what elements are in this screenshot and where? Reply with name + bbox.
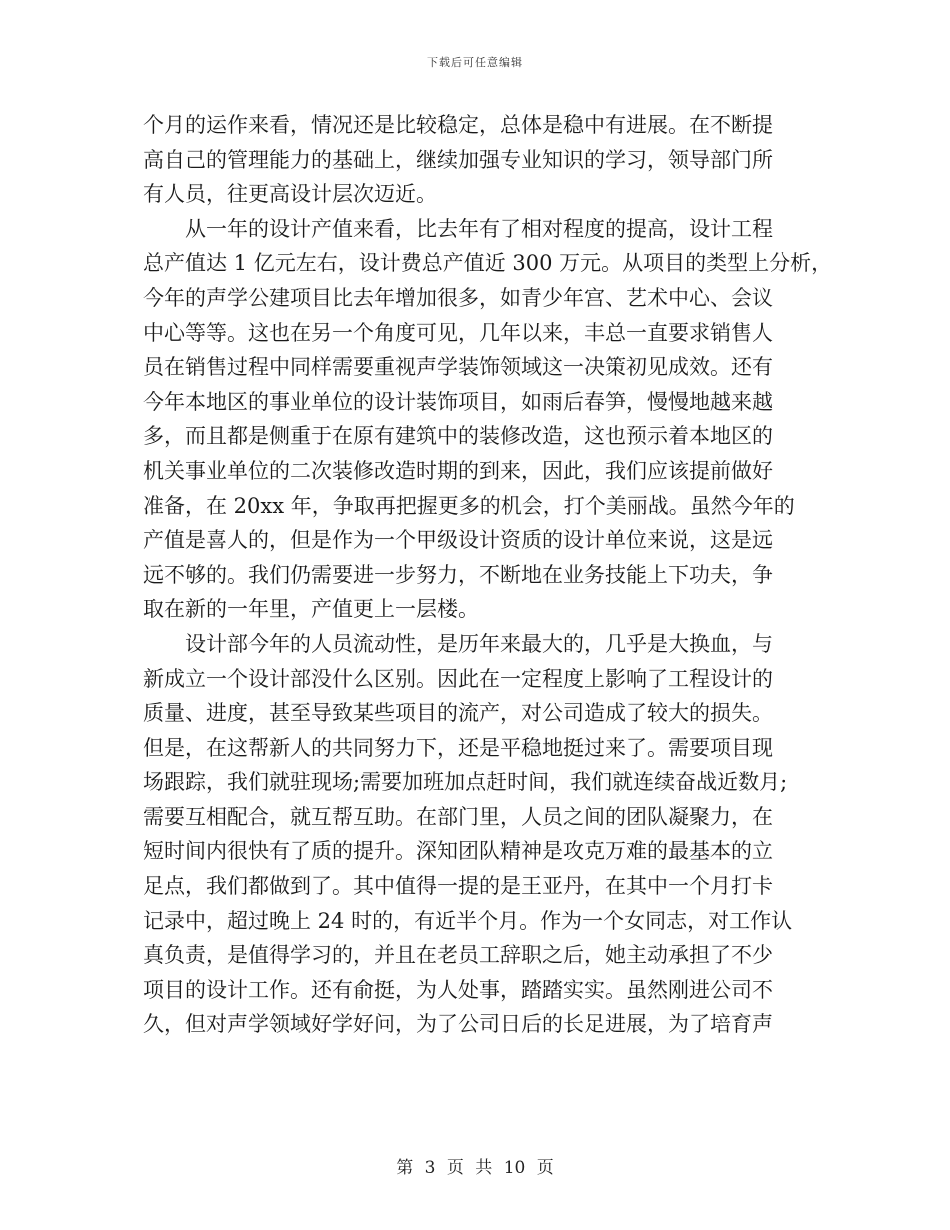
text-line: 机关事业单位的二次装修改造时期的到来，因此，我们应该提前做好: [143, 458, 773, 483]
text-line: 中心等等。这也在另一个角度可见，几年以来，丰总一直要求销售人: [143, 320, 773, 345]
text-line: 准备，在 20xx 年，争取再把握更多的机会，打个美丽战。虽然今年的: [143, 493, 795, 518]
text-line: 今年的声学公建项目比去年增加很多，如青少年宫、艺术中心、会议: [143, 285, 773, 310]
paragraph-start-line: 设计部今年的人员流动性，是历年来最大的，几乎是大换血，与: [185, 631, 773, 656]
text-line: 多，而且都是侧重于在原有建筑中的装修改造，这也预示着本地区的: [143, 424, 773, 449]
text-line: 新成立一个设计部没什么区别。因此在一定程度上影响了工程设计的: [143, 666, 773, 691]
text-line: 产值是喜人的，但是作为一个甲级设计资质的设计单位来说，这是远: [143, 528, 773, 553]
text-line: 高自己的管理能力的基础上，继续加强专业知识的学习，领导部门所: [143, 147, 773, 172]
header-note: 下载后可任意编辑: [427, 56, 523, 69]
paragraph-start-line: 从一年的设计产值来看，比去年有了相对程度的提高，设计工程: [185, 216, 773, 241]
text-line: 远不够的。我们仍需要进一步努力，不断地在业务技能上下功夫，争: [143, 562, 773, 587]
text-line: 久，但对声学领域好学好问，为了公司日后的长足进展，为了培育声: [143, 1012, 773, 1037]
text-line: 今年本地区的事业单位的设计装饰项目，如雨后春笋，慢慢地越来越: [143, 389, 773, 414]
text-line: 总产值达 1 亿元左右，设计费总产值近 300 万元。从项目的类型上分析，: [143, 251, 833, 276]
text-line: 员在销售过程中同样需要重视声学装饰领域这一决策初见成效。还有: [143, 355, 773, 380]
text-line: 取在新的一年里，产值更上一层楼。: [143, 597, 479, 622]
text-line: 个月的运作来看，情况还是比较稳定，总体是稳中有进展。在不断提: [143, 113, 773, 137]
text-line: 需要互相配合，就互帮互助。在部门里，人员之间的团队凝聚力，在: [143, 804, 773, 829]
text-line: 质量、进度，甚至导致某些项目的流产，对公司造成了较大的损失。: [143, 701, 773, 726]
text-line: 有人员，往更高设计层次迈近。: [143, 182, 437, 207]
page-number-footer: 第 3 页 共 10 页: [396, 1158, 554, 1178]
text-line: 短时间内很快有了质的提升。深知团队精神是攻克万难的最基本的立: [143, 839, 773, 864]
text-line: 项目的设计工作。还有俞挺，为人处事，踏踏实实。虽然刚进公司不: [143, 977, 773, 1002]
text-line: 记录中，超过晚上 24 时的，有近半个月。作为一个女同志，对工作认: [143, 908, 793, 933]
text-line: 足点，我们都做到了。其中值得一提的是王亚丹，在其中一个月打卡: [143, 874, 773, 899]
text-line: 真负责，是值得学习的，并且在老员工辞职之后，她主动承担了不少: [143, 943, 773, 968]
text-line: 场跟踪，我们就驻现场;需要加班加点赶时间，我们就连续奋战近数月;: [143, 770, 788, 795]
document-body: [143, 108, 843, 1042]
text-line: 但是，在这帮新人的共同努力下，还是平稳地挺过来了。需要项目现: [143, 735, 773, 760]
